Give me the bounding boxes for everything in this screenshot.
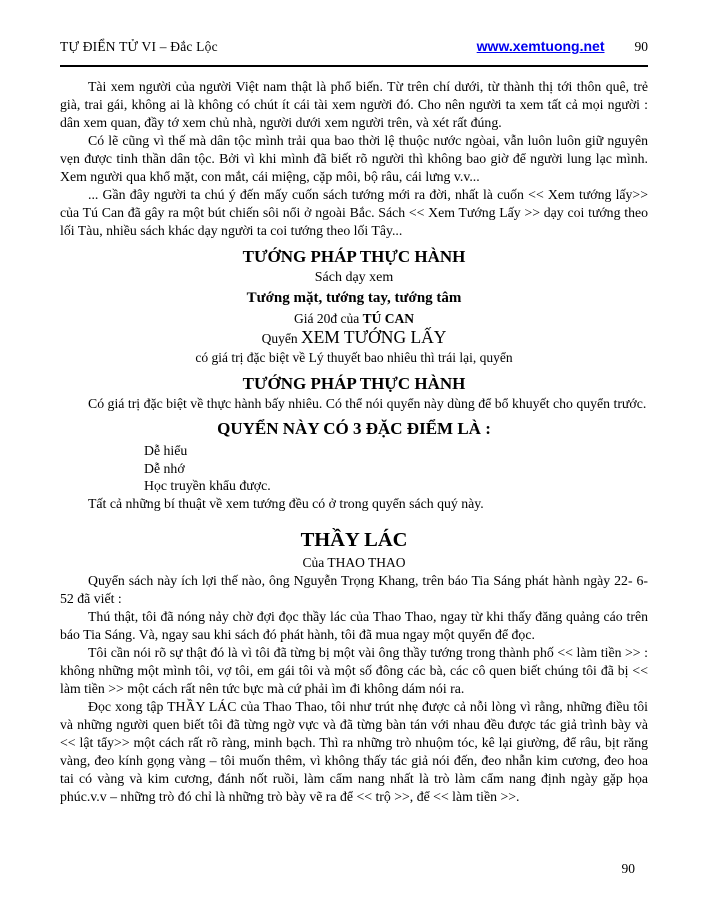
promo-heading-2: TƯỚNG PHÁP THỰC HÀNH — [242, 374, 466, 393]
paragraph-features-closing: Tất cả những bí thuật về xem tướng đều có ở trong quyển sách quý này. — [88, 495, 484, 511]
promo-compare-line: có giá trị đặc biệt về Lý thuyết bao nhiêu thì trái lại, quyển — [195, 350, 513, 365]
paragraph-intro-3: ... Gần đây người ta chú ý đến mấy cuốn sách tướng mới ra đời, nhất là cuốn << Xem tướng lấy>> của Tú Can đã gây ra một bút chiến sôi nổi ở ngoài Bắc. Sách << Xem Tướng Lấy >> dạy coi tướng theo lối Tàu, nhiều sách khác dạy người ta coi tướng theo lối Tây... — [60, 187, 648, 238]
promo-book-prefix: Quyển — [261, 331, 301, 346]
promo-price-line — [60, 309, 648, 328]
promo-price-prefix: Giá 20đ của — [294, 311, 363, 326]
paragraph-intro-2: Có lẽ cũng vì thế mà dân tộc mình trải qua bao thời lệ thuộc nước ngòai, vẫn luôn luôn giữ nguyên vẹn được tinh thần dân tộc. Bởi vì khi mình đã biết rõ người thì không bao giờ để người lung lạc mình. Xem người qua khổ mặt, con mắt, cái miệng, cặp môi, bộ râu, cái lưng v.v... — [60, 133, 648, 184]
paragraph-thaylac-4: Đọc xong tập THẦY LÁC của Thao Thao, tôi như trút nhẹ được cả nỗi lòng vì rằng, những điều tôi và những người quen biết tôi đã từng ngờ vực và đã từng bàn tán với nhau đều được tác giả trình bày và << lật tẩy>> một cách rất rõ ràng, minh bạch. Thì ra những trò nhuộm tóc, kê lại giường, để râu, bịt răng vàng, đeo kính gọng vàng – tôi muốn thêm, vì không thấy tác giả nói đến, đeo nhẫn kim cương, đeo hoa tai có vàng và kim cương, đánh nốt ruồi, làm cẩm nang nhất là trò làm cẩm nang định ngày gặp họa phúc.v.v – những trò đó chỉ là những trò bày vẽ ra để << trộ >>, để << làm tiền >>. — [60, 698, 648, 804]
promo-heading-1: TƯỚNG PHÁP THỰC HÀNH — [242, 247, 466, 266]
header-title: TỰ ĐIỂN TỬ VI – Đắc Lộc — [60, 39, 218, 54]
header-page-number: 90 — [634, 39, 648, 54]
paragraph-intro-1: Tài xem người của người Việt nam thật là phổ biến. Từ trên chí dưới, từ thành thị tới thôn quê, trẻ già, trai gái, không ai là không có chút ít cái tài xem người đó. Cho nên người ta xem tất cả mọi người : dân xem quan, đầy tớ xem chủ nhà, người dưới xem người trên, và xét rất đúng. — [60, 79, 648, 130]
paragraph-thaylac-1: Quyển sách này ích lợi thế nào, ông Nguyễn Trọng Khang, trên báo Tia Sáng phát hành ngày 22- 6-52 đã viết : — [60, 572, 648, 606]
page-content — [60, 78, 648, 806]
book-promo-block — [60, 246, 648, 395]
feature-list-item: Dễ hiểu — [144, 443, 188, 458]
thaylac-author-line: Của THAO THAO — [302, 554, 406, 570]
promo-subtitle-2: Tướng mặt, tướng tay, tướng tâm — [246, 290, 462, 306]
promo-book-line — [60, 328, 648, 348]
header-right-group — [477, 38, 648, 55]
paragraph-promo-after: Có giá trị đặc biệt về thực hành bấy nhiêu. Có thể nói quyển này dùng để bổ khuyết cho quyển trước. — [88, 396, 647, 411]
paragraph-thaylac-2: Thú thật, tôi đã nóng nảy chờ đợi đọc thầy lác của Thao Thao, ngay từ khi thấy đăng quảng cáo trên báo Tia Sáng. Và, ngay sau khi sách đó phát hành, tôi đã mua ngay một quyển để đọc. — [60, 608, 648, 642]
paragraph-thaylac-3: Tôi cần nói rõ sự thật đó là vì tôi đã từng bị một vài ông thầy tướng trong thành phố << làm tiền >> : không những một mình tôi, vợ tôi, em gái tôi và một số đông các bà, các cô quen biết chúng tôi đã bị << làm tiền >> một cách rất nên tức bực mà cứ phải ìm đi không dám nói ra. — [60, 644, 648, 696]
thaylac-heading: THẦY LÁC — [300, 528, 408, 551]
footer-page-number: 90 — [621, 861, 635, 876]
promo-subtitle-1: Sách dạy xem — [314, 270, 394, 285]
promo-book-title: XEM TƯỚNG LẤY — [300, 327, 447, 347]
site-link[interactable]: www.xemtuong.net — [476, 38, 605, 54]
feature-list-item: Dễ nhớ — [144, 460, 185, 476]
feature-list — [60, 442, 648, 495]
promo-price-author: TÚ CAN — [362, 311, 414, 326]
page-header — [60, 38, 648, 67]
features-heading: QUYỂN NÀY CÓ 3 ĐẶC ĐIỂM LÀ : — [217, 419, 491, 438]
feature-list-item: Học truyền khẩu được. — [144, 478, 271, 493]
